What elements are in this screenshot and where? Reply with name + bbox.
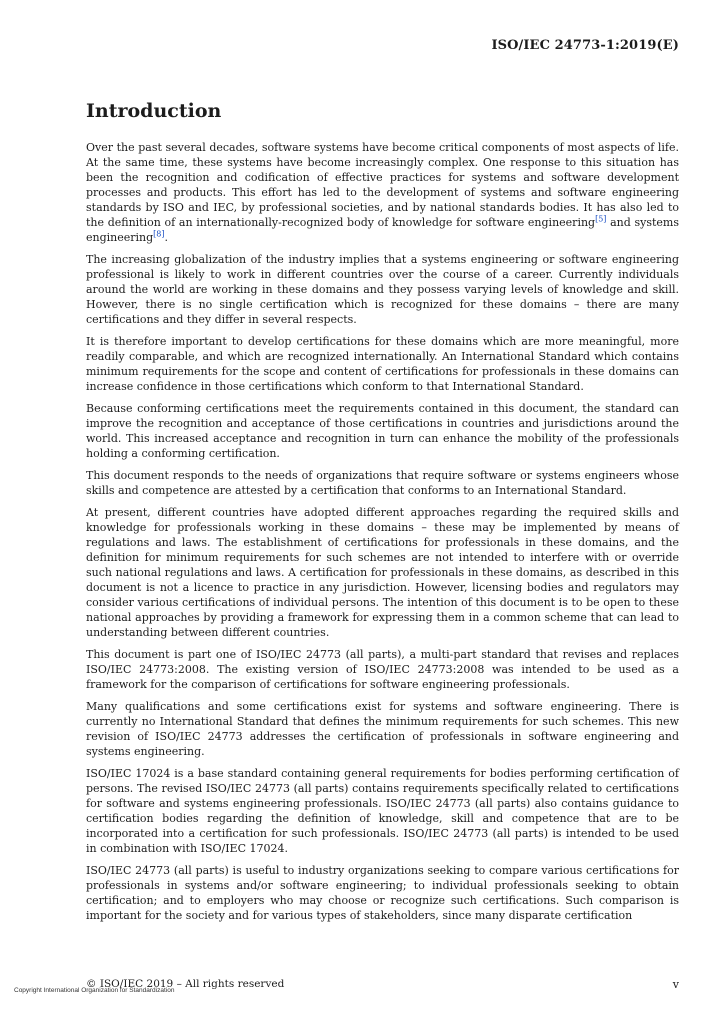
reference-link[interactable]: [5] xyxy=(595,214,607,224)
paragraph: It is therefore important to develop certifications for these domains which are more meaningful, more readily comparable, and which are recognized internationally. An International Standard which contains minimum requirements for the scope and content of certifications for professionals in these domains can increase confidence in those certifications which conform to that International Standard. xyxy=(86,335,679,393)
reference-link[interactable]: [8] xyxy=(153,229,165,239)
document-id-header: ISO/IEC 24773-1:2019(E) xyxy=(491,38,679,53)
paragraph: Because conforming certifications meet the requirements contained in this document, the standard can improve the recognition and acceptance of those certifications in countries and jurisdictions around the world. This increased acceptance and recognition in turn can enhance the mobility of the professionals holding a conforming certification. xyxy=(86,402,679,460)
paragraph-text: Over the past several decades, software systems have become critical components of most aspects of life. At the same time, these systems have become increasingly complex. One response to this situation has been the recognition and codification of effective practices for systems and software development processes and products. This effort has led to the development of systems and software engineering standards by ISO and IEC, by professional societies, and by national standards bodies. It has also led to the definition of an internationally-recognized body of knowledge for software engineering xyxy=(86,141,679,229)
page-number: v xyxy=(672,978,679,991)
paragraph: This document is part one of ISO/IEC 24773 (all parts), a multi-part standard that revises and replaces ISO/IEC 24773:2008. The existing version of ISO/IEC 24773:2008 was intended to be used as a framework for the comparison of certifications for software engineering professionals. xyxy=(86,648,679,691)
paragraph-text: and systems engineering xyxy=(86,216,679,244)
paragraph: At present, different countries have adopted different approaches regarding the required skills and knowledge for professionals working in these domains – these may be implemented by means of regulations and laws. The establishment of certifications for professionals in these domains, and the definition for minimum requirements for such schemes are not intended to interfere with or override such national regulations and laws. A certification for professionals in these domains, as described in this document is not a licence to practice in any jurisdiction. However, licensing bodies and regulators may consider various certifications of individual persons. The intention of this document is to be open to these national approaches by providing a framework for expressing them in a common scheme that can lead to understanding between different countries. xyxy=(86,506,679,639)
copyright-footer: © ISO/IEC 2019 – All rights reserved xyxy=(86,978,285,990)
paragraph: ISO/IEC 24773 (all parts) is useful to industry organizations seeking to compare various certifications for professionals in systems and/or software engineering; to individual professionals seeking to obtain certification; and to employers who may choose or recognize such certifications. Such comparison is important for the society and for various types of stakeholders, since many disparate certification xyxy=(86,864,679,922)
paragraph: Many qualifications and some certifications exist for systems and software engineering. There is currently no International Standard that defines the minimum requirements for such schemes. This new revision of ISO/IEC 24773 addresses the certification of professionals in software engineering and systems engineering. xyxy=(86,700,679,758)
paragraph: This document responds to the needs of organizations that require software or systems engineers whose skills and competence are attested by a certification that conforms to an International Standard. xyxy=(86,469,679,497)
body-text xyxy=(86,140,679,930)
paragraph: ISO/IEC 17024 is a base standard containing general requirements for bodies performing certification of persons. The revised ISO/IEC 24773 (all parts) contains requirements specifically related to certifications for software and systems engineering professionals. ISO/IEC 24773 (all parts) also contains guidance to certification bodies regarding the definition of knowledge, skill and competence that are to be incorporated into a certification for such professionals. ISO/IEC 24773 (all parts) is intended to be used in combination with ISO/IEC 17024. xyxy=(86,767,679,855)
paragraph: The increasing globalization of the industry implies that a systems engineering or software engineering professional is likely to work in different countries over the course of a career. Currently individuals around the world are working in these domains and they possess varying levels of knowledge and skill. However, there is no single certification which is recognized for these domains – there are many certifications and they differ in several respects. xyxy=(86,253,679,326)
paragraph xyxy=(86,140,679,245)
paragraph-text: . xyxy=(164,231,169,244)
copyright-watermark: Copyright International Organization for Standardization xyxy=(14,987,175,994)
section-title: Introduction xyxy=(86,100,222,122)
